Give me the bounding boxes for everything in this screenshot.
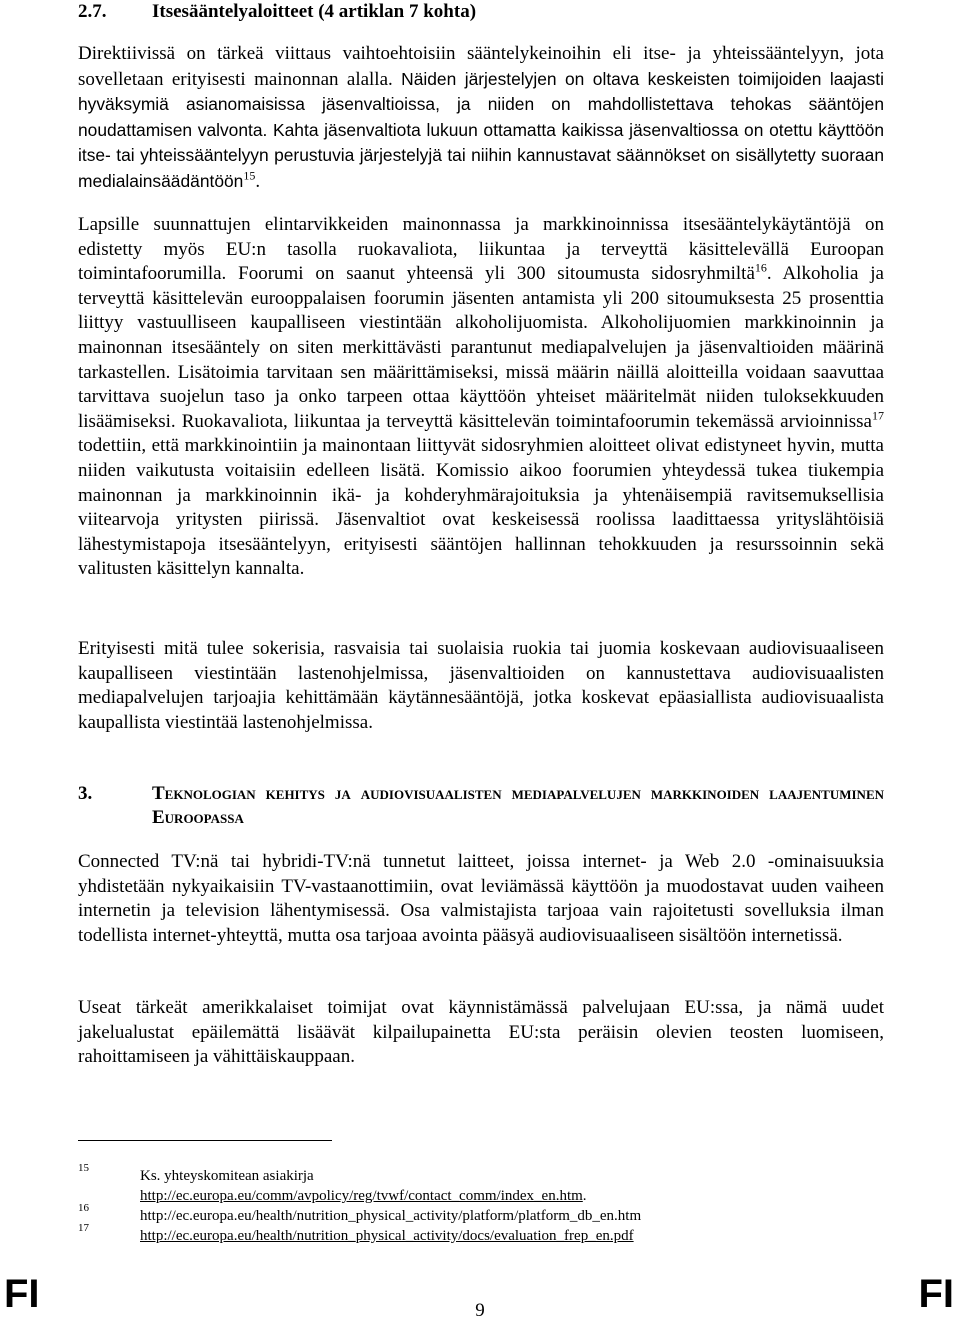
footnote-link[interactable]: http://ec.europa.eu/health/nutrition_physical_activity/platform/platform_db_en.htm <box>140 1208 642 1224</box>
section-number: 2.7. <box>78 1 107 22</box>
footer-language-left: FI <box>4 1272 40 1316</box>
paragraph-food-advertising <box>78 213 884 582</box>
section-heading-2-7 <box>78 1 476 23</box>
paragraph-text: . <box>255 170 261 192</box>
footer-language-right: FI <box>918 1272 954 1316</box>
footnote-ref-17: 17 <box>872 408 884 423</box>
footnote-link[interactable]: http://ec.europa.eu/comm/avpolicy/reg/tvwf/contact_comm/index_en.htm <box>140 1188 583 1204</box>
page-number: 9 <box>475 1300 485 1321</box>
footnote-text: Ks. yhteyskomitean asiakirja <box>140 1168 314 1184</box>
section-title: Teknologian kehitys ja audiovisuaalisten mediapalvelujen markkinoiden laajentuminen Euroopassa <box>152 783 884 828</box>
paragraph-text: Näiden järjestelyjen on oltava keskeisten toimijoiden laajasti hyväksymiä asianomaisissa jäsenvaltioissa, ja niiden on mahdollistettava tehokas sääntöjen noudattamisen valvonta. Kahta jäsenvaltiota lukuun ottamatta kaikissa jäsenvaltiossa on otettu käyttöön itse- tai yhteissääntelyyn perustuvia järjestelyjä tai niihin kannustavat säännökset on sisällytetty suoraan medialainsäädäntöön <box>78 68 885 191</box>
footnote-ref-16: 16 <box>754 260 767 275</box>
section-heading-3 <box>78 782 884 828</box>
footnote-ref-15: 15 <box>243 168 256 183</box>
footnote-link[interactable]: http://ec.europa.eu/health/nutrition_physical_activity/docs/evaluation_frep_en.pdf <box>140 1228 634 1244</box>
paragraph-childrens-programmes: Erityisesti mitä tulee sokerisia, rasvaisia tai suolaisia ruokia tai juomia koskevaan audiovisuaaliseen kaupalliseen viestintään lastenohjelmissa, jäsenvaltioiden on kannustettava audiovisuaalisten mediapalvelujen tarjoajia kehittämään käytännesääntöjä, jotka koskevat epäasiallista audiovisuaalista kaupallista viestintää lastenohjelmissa. <box>78 638 884 733</box>
paragraph-text: Direktiivissä on tärkeä viittaus vaihtoehtoisiin sääntelykeinoihin eli itse- ja yhteissääntelyyn, jota sovelletaan erityisesti mainonnan alalla. <box>78 43 884 90</box>
section-title: Itsesääntelyaloitteet (4 artiklan 7 kohta) <box>152 1 477 22</box>
footnote-mark: 15 <box>78 1162 89 1174</box>
footnote-text: . <box>582 1188 587 1204</box>
paragraph-text: Lapsille suunnattujen elintarvikkeiden mainonnassa ja markkinoinnissa itsesääntelykäytäntöjä on edistetty myös EU:n tasolla ruokavaliota, liikuntaa ja terveyttä käsittelevällä Euroopan toimintafoorumilla. Foorumi on saanut yhteensä yli 300 sitoumusta sidosryhmiltä <box>78 214 884 285</box>
footnote-mark: 16 <box>78 1202 89 1214</box>
section-number: 3. <box>78 783 93 804</box>
paragraph-text: . Alkoholia ja terveyttä käsittelevän eurooppalaisen foorumin jäsenten antamista yli 200 sitoumuksesta 25 prosenttia liittyy vastuulliseen kaupalliseen viestintään alkoholijuomista. Alkoholijuomien markkinoinnin ja mainonnan itsesääntely on siten merkittävästi parantunut mediapalvelujen ja jäsenvaltioiden määrinä tarkastellen. Lisätoimia tarvitaan sen määrittämiseksi, missä määrin näillä aloitteilla voidaan saavuttaa tarvittava suojelun taso ja onko tarpeen ottaa käyttöön yhteiset määritelmät niiden tuloksekkuuden lisäämiseksi. Ruokavaliota, liikuntaa ja terveyttä käsittelevän toimintafoorumin tekemässä arvioinnissa <box>78 263 884 432</box>
paragraph-self-regulation-directive <box>78 42 884 195</box>
footnote-separator <box>78 1140 332 1141</box>
paragraph-connected-tv: Connected TV:nä tai hybridi-TV:nä tunnetut laitteet, joissa internet- ja Web 2.0 -ominaisuuksia yhdistetään nykyaikaisiin TV-vastaanottimiin, ovat leviämässä käyttöön ja muodostavat uuden vaiheen internetin ja television lähentymisessä. Osa valmistajista tarjoaa vain rajoitetusti sovelluksia ilman todellista internet-yhteyttä, mutta osa tarjoaa avointa pääsyä audiovisuaaliseen sisältöön internetissä. <box>78 851 884 946</box>
paragraph-text: todettiin, että markkinointiin ja mainontaan liittyvät sidosryhmien aloitteet olivat edistyneet hyvin, mutta niiden vaikutusta voitaisiin edelleen lisätä. Komissio aikoo foorumien yhteydessä tukea tiukempia mainonnan ja markkinoinnin ikä- ja kohderyhmärajoituksia ja yhtenäisempiä ravitsemuksellisia viitearvoja yritysten piirissä. Jäsenvaltiot ovat keskeisessä roolissa laadittaessa yrityslähtöisiä lähestymistapoja itsesääntelyyn, erityisesti sääntöjen hallinnan tehokkuuden ja resurssoinnin sekä valitusten käsittelyn kannalta. <box>78 435 884 580</box>
paragraph-american-operators: Useat tärkeät amerikkalaiset toimijat ovat käynnistämässä palvelujaan EU:ssa, ja nämä uudet jakelualustat epäilemättä lisäävät kilpailupainetta EU:sta peräisin olevien teosten luomiseen, rahoittamiseen ja vähittäiskauppaan. <box>78 997 884 1068</box>
footnote-mark: 17 <box>78 1222 89 1234</box>
